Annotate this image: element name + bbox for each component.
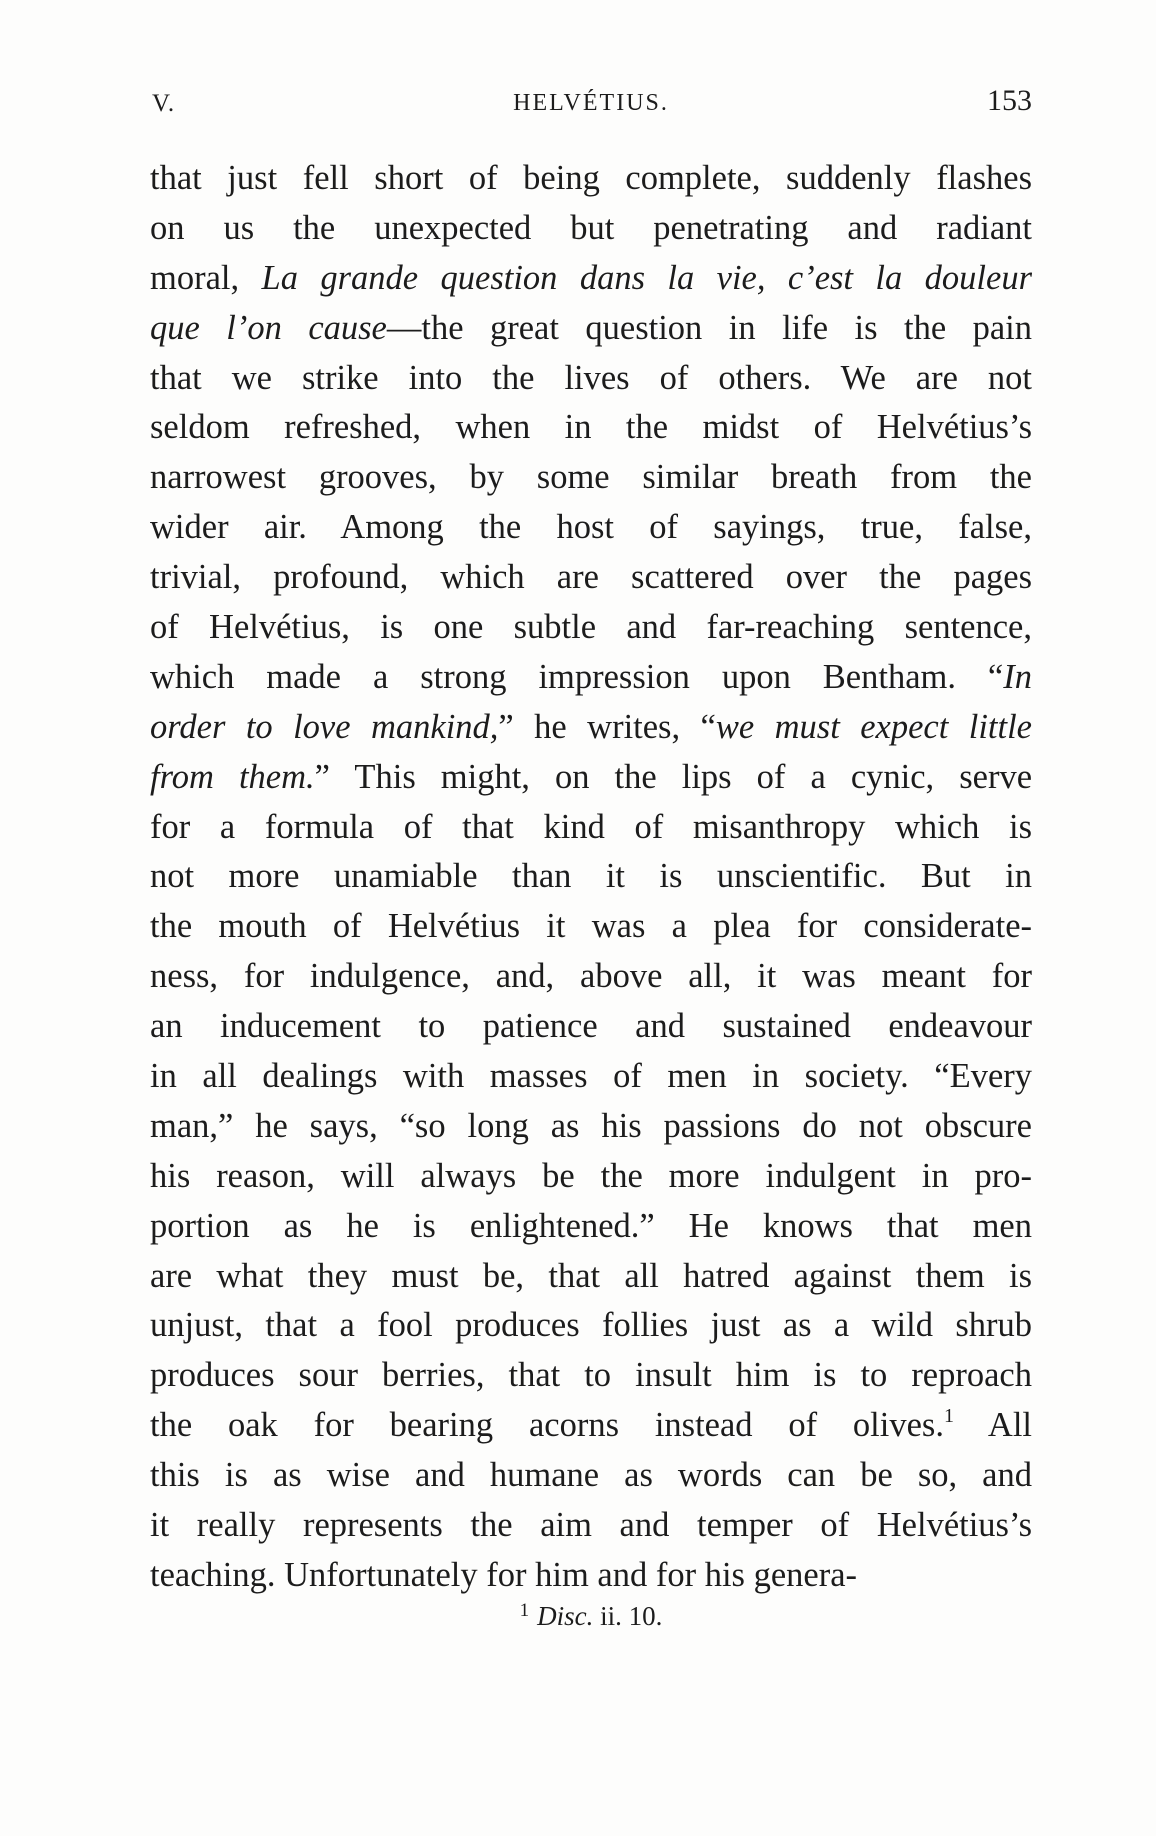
text-line [150, 803, 1032, 853]
text-segment: —the great question in life is the pain [386, 308, 1032, 347]
text-line [150, 403, 1032, 453]
text-segment: ” he writes, “ [498, 707, 716, 746]
text-line [150, 1501, 1032, 1551]
text-segment: are what they must be, that all hatred against them is [150, 1256, 1032, 1295]
text-line [150, 1002, 1032, 1052]
chapter-number: V. [152, 90, 176, 117]
text-segment: produces sour berries, that to insult him is to reproach [150, 1356, 1032, 1395]
text-segment: seldom refreshed, when in the midst of Helvétius’s [150, 408, 1032, 447]
text-line [150, 1351, 1032, 1401]
text-line [150, 1451, 1032, 1501]
text-line [150, 703, 1032, 753]
italic-text: In [1003, 657, 1032, 696]
text-segment: the oak for bearing acorns instead of olives. [150, 1406, 944, 1445]
footnote-reference-marker: 1 [943, 1405, 954, 1428]
text-segment: teaching. Unfortunately for him and for his genera- [150, 1555, 857, 1594]
italic-text: La grande question dans la vie, c’est la douleur [261, 258, 1032, 297]
text-segment: for a formula of that kind of misanthropy which is [150, 807, 1032, 846]
text-line [150, 952, 1032, 1002]
running-title: HELVÉTIUS. [513, 90, 669, 116]
page-number: 153 [987, 84, 1032, 117]
text-segment: that just fell short of being complete, suddenly flashes [150, 159, 1032, 197]
text-line [150, 1301, 1032, 1351]
text-line [150, 603, 1032, 653]
text-line [150, 1202, 1032, 1252]
text-line [150, 902, 1032, 952]
text-segment: narrowest grooves, by some similar breath from the [150, 458, 1032, 497]
text-line [150, 852, 1032, 902]
text-line [150, 1102, 1032, 1152]
text-segment: not more unamiable than it is unscientific. But in [150, 857, 1032, 896]
text-line [150, 254, 1032, 304]
text-segment: ” This might, on the lips of a cynic, serve [314, 757, 1032, 796]
text-line [150, 1152, 1032, 1202]
text-line [150, 1401, 1032, 1451]
text-segment: trivial, profound, which are scattered over the pages [150, 558, 1032, 597]
text-segment: which made a strong impression upon Bentham. “ [150, 657, 1004, 696]
footnote-work: Disc. [537, 1601, 594, 1631]
text-line [150, 354, 1032, 404]
italic-text: we must expect little [715, 707, 1032, 746]
text-line [150, 204, 1032, 254]
text-line [150, 304, 1032, 354]
text-segment: it really represents the aim and temper of Helvétius’s [150, 1506, 1032, 1545]
text-line [150, 453, 1032, 503]
text-segment: portion as he is enlightened.” He knows that men [150, 1206, 1032, 1245]
text-line [150, 753, 1032, 803]
text-line [150, 1052, 1032, 1102]
text-line [150, 1551, 1032, 1601]
text-segment: unjust, that a fool produces follies just as a wild shrub [150, 1306, 1032, 1345]
text-segment: ness, for indulgence, and, above all, it was meant for [150, 957, 1032, 996]
text-line [150, 653, 1032, 703]
text-line [150, 154, 1032, 204]
text-segment: wider air. Among the host of sayings, true, false, [150, 508, 1032, 547]
text-segment: All [953, 1406, 1032, 1445]
footnote-reference: ii. 10. [600, 1601, 663, 1631]
text-line [150, 503, 1032, 553]
body-text [150, 154, 1032, 1601]
footnote [150, 1600, 1032, 1632]
text-line [150, 1252, 1032, 1302]
footnote-marker: 1 [519, 1600, 530, 1621]
text-segment: of Helvétius, is one subtle and far-reaching sentence, [150, 608, 1032, 647]
text-segment: that we strike into the lives of others. We are not [150, 358, 1032, 397]
text-segment: an inducement to patience and sustained endeavour [150, 1007, 1032, 1046]
text-segment: this is as wise and humane as words can be so, and [150, 1456, 1032, 1495]
text-segment: on us the unexpected but penetrating and radiant [150, 208, 1032, 247]
italic-text: from them. [150, 757, 315, 796]
italic-text: que l’on cause [150, 308, 387, 347]
text-segment: man,” he says, “so long as his passions do not obscure [150, 1106, 1032, 1145]
text-segment: the mouth of Helvétius it was a plea for considerate- [150, 907, 1032, 946]
running-head [150, 84, 1032, 124]
text-segment: moral, [150, 258, 262, 297]
italic-text: order to love mankind, [150, 707, 499, 746]
text-segment: in all dealings with masses of men in society. “Every [150, 1057, 1032, 1096]
text-segment: his reason, will always be the more indulgent in pro- [150, 1156, 1032, 1195]
text-line [150, 553, 1032, 603]
